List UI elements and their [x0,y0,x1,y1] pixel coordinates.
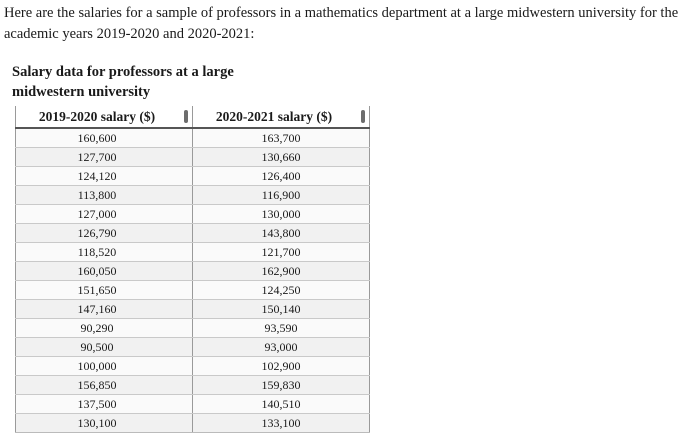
table-title: Salary data for professors at a large midwestern university [12,64,234,100]
column-resize-handle[interactable] [184,110,188,123]
salary-2020-2021-cell: 163,700 [193,128,370,148]
salary-2019-2020-cell: 151,650 [16,281,193,300]
salary-2019-2020-cell: 130,100 [16,414,193,433]
table-row [16,414,370,433]
salary-2020-2021-cell: 130,000 [193,205,370,224]
column-header-2020-2021[interactable] [193,106,370,128]
column-header-label: 2020-2021 salary ($) [215,108,333,124]
salary-2019-2020-cell: 127,000 [16,205,193,224]
salary-2019-2020-cell: 118,520 [16,243,193,262]
salary-2020-2021-cell: 150,140 [193,300,370,319]
table-row [16,376,370,395]
column-header-2019-2020[interactable] [16,106,193,128]
salary-2020-2021-cell: 162,900 [193,262,370,281]
salary-2020-2021-cell: 159,830 [193,376,370,395]
salary-2019-2020-cell: 156,850 [16,376,193,395]
salary-2019-2020-cell: 126,790 [16,224,193,243]
table-row [16,148,370,167]
table-row [16,300,370,319]
column-header-label: 2019-2020 salary ($) [38,108,156,124]
table-row [16,224,370,243]
salary-2019-2020-cell: 90,290 [16,319,193,338]
table-row [16,319,370,338]
salary-table [15,106,370,433]
column-resize-handle[interactable] [361,110,365,123]
salary-2019-2020-cell: 127,700 [16,148,193,167]
salary-2020-2021-cell: 143,800 [193,224,370,243]
intro-paragraph: Here are the salaries for a sample of professors in a mathematics department at a large midwestern university for the academic years 2019-2020 and 2020-2021: [4,5,679,42]
salary-2019-2020-cell: 137,500 [16,395,193,414]
salary-2019-2020-cell: 124,120 [16,167,193,186]
salary-2020-2021-cell: 93,000 [193,338,370,357]
salary-table-container [15,106,370,433]
salary-2020-2021-cell: 116,900 [193,186,370,205]
table-row [16,128,370,148]
table-body [16,128,370,433]
table-row [16,338,370,357]
salary-2019-2020-cell: 100,000 [16,357,193,376]
salary-2019-2020-cell: 147,160 [16,300,193,319]
salary-2020-2021-cell: 93,590 [193,319,370,338]
table-row [16,357,370,376]
table-row [16,243,370,262]
salary-2020-2021-cell: 102,900 [193,357,370,376]
salary-2019-2020-cell: 90,500 [16,338,193,357]
salary-2020-2021-cell: 140,510 [193,395,370,414]
salary-2020-2021-cell: 121,700 [193,243,370,262]
table-row [16,205,370,224]
salary-2020-2021-cell: 130,660 [193,148,370,167]
table-header-row [16,106,370,128]
table-row [16,281,370,300]
table-row [16,167,370,186]
salary-2020-2021-cell: 133,100 [193,414,370,433]
salary-2019-2020-cell: 160,050 [16,262,193,281]
salary-2020-2021-cell: 124,250 [193,281,370,300]
table-row [16,186,370,205]
salary-2020-2021-cell: 126,400 [193,167,370,186]
table-row [16,395,370,414]
salary-2019-2020-cell: 113,800 [16,186,193,205]
salary-2019-2020-cell: 160,600 [16,128,193,148]
table-row [16,262,370,281]
